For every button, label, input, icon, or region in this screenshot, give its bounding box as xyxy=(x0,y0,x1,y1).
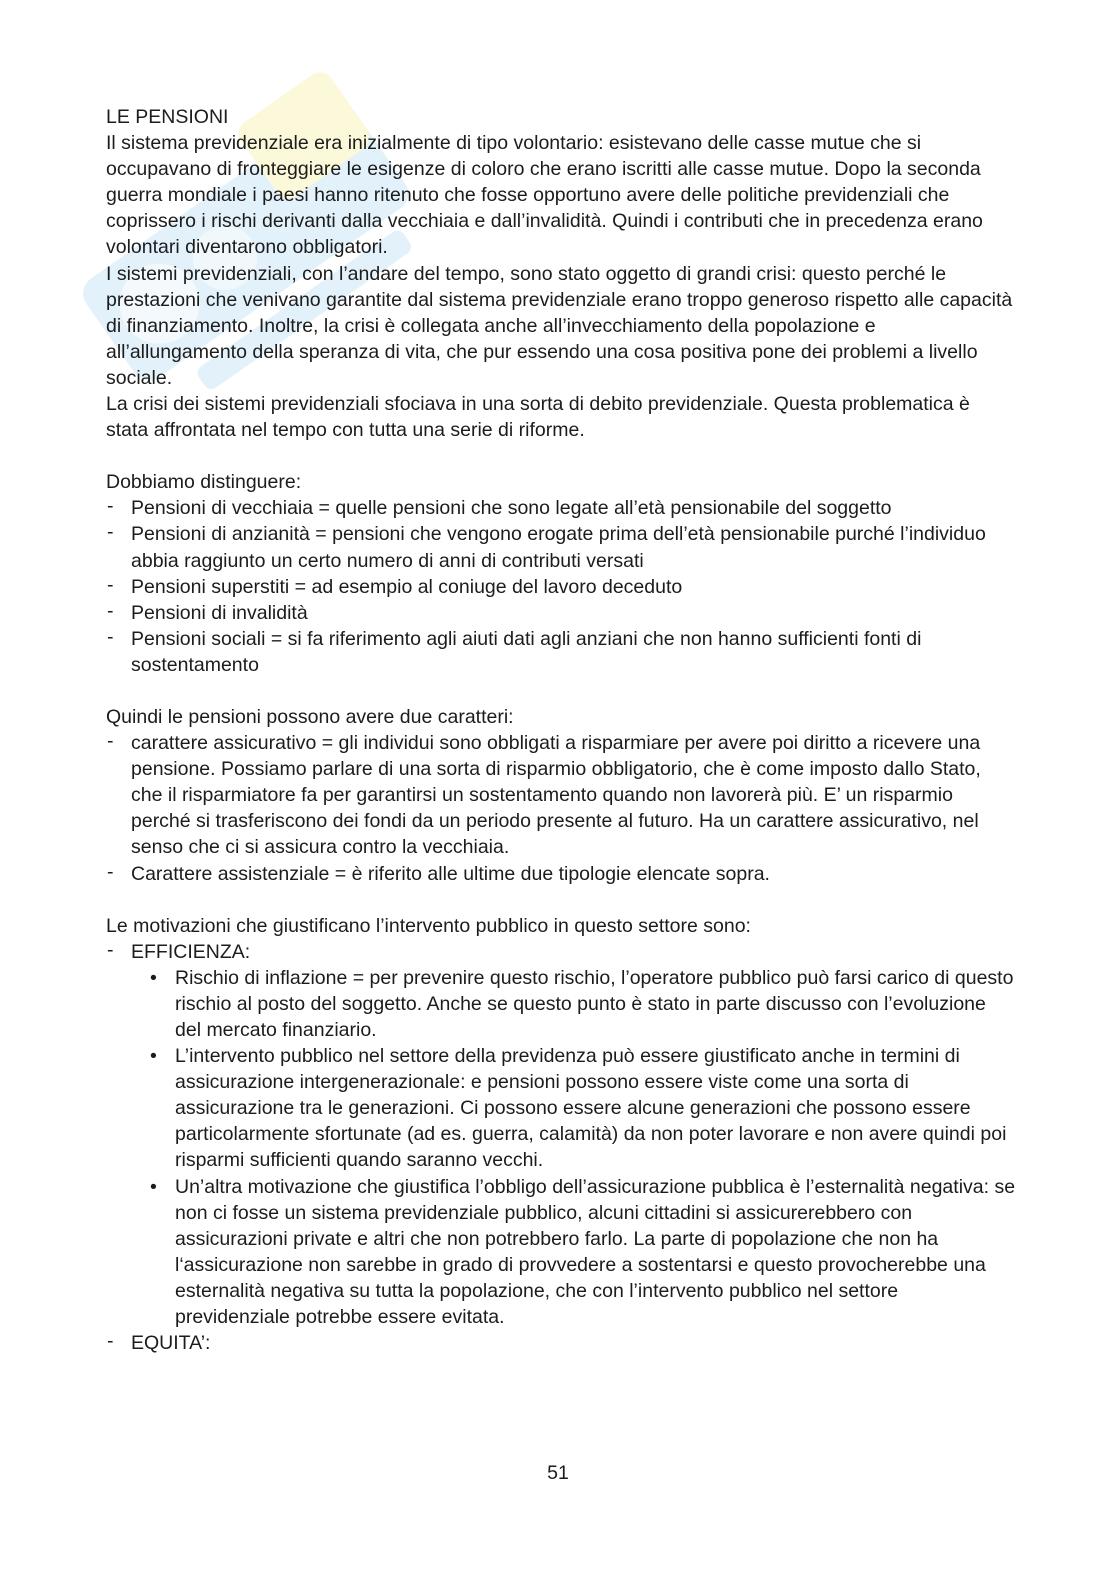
pension-types-list xyxy=(106,495,1016,678)
list-item: - Carattere assistenziale = è riferito alle ultime due tipologie elencate sopra. xyxy=(106,861,1016,887)
motivations-heading: Le motivazioni che giustificano l’intervento pubblico in questo settore sono: xyxy=(106,914,751,937)
list-item: • L’intervento pubblico nel settore della previdenza può essere giustificato anche in termini di assicurazione intergenerazionale: e pensioni possono essere viste come una sorta di assicurazione tra le generazioni. Ci possono essere alcune generazioni che possono essere particolarmente sfortunate (ad es. guerra, calamità) da non poter lavorare e non avere quindi poi risparmi sufficienti quando saranno vecchi. xyxy=(150,1043,1016,1173)
list-item: - Pensioni di anzianità = pensioni che vengono erogate prima dell’età pensionabile purché l’individuo abbia raggiunto un certo numero di anni di contributi versati xyxy=(106,521,1016,573)
equity-label: EQUITA’: xyxy=(131,1332,211,1355)
equity-list xyxy=(106,1330,1016,1356)
list-item: - Pensioni sociali = si fa riferimento agli aiuti dati agli anziani che non hanno sufficienti fonti di sostentamento xyxy=(106,626,1016,678)
list-item: - carattere assicurativo = gli individui sono obbligati a risparmiare per avere poi diritto a ricevere una pensione. Possiamo parlare di una sorta di risparmio obbligatorio, che è come imposto dallo Stato, che il risparmiatore fa per garantirsi un sostentamento quando non lavorerà più. E’ un risparmio perché si trasferiscono dei fondi da un periodo presente al futuro. Ha un carattere assicurativo, nel senso che ci si assicura contro la vecchiaia. xyxy=(106,730,1016,860)
intro-paragraph: I sistemi previdenziali, con l’andare del tempo, sono stato oggetto di grandi crisi: questo perché le prestazioni che venivano garantite dal sistema previdenziale erano troppo generoso rispetto alle capacità di finanziamento. Inoltre, la crisi è collegata anche all’invecchiamento della popolazione e all’allungamento della speranza di vita, che pur essendo una cosa positiva pone dei problemi a livello sociale. xyxy=(106,262,1013,389)
list-item: • Rischio di inflazione = per prevenire questo rischio, l’operatore pubblico può farsi carico di questo rischio al posto del soggetto. Anche se questo punto è stato in parte discusso con l’evoluzione del mercato finanziario. xyxy=(150,965,1016,1043)
motivations-list xyxy=(106,939,1016,965)
efficiency-points-list xyxy=(106,965,1016,1330)
list-item: - Pensioni superstiti = ad esempio al coniuge del lavoro deceduto xyxy=(106,574,1016,600)
list-item: - Pensioni di vecchiaia = quelle pensioni che sono legate all’età pensionabile del soggetto xyxy=(106,495,1016,521)
page-title: LE PENSIONI xyxy=(106,106,229,128)
list-item: • Un’altra motivazione che giustifica l’obbligo dell’assicurazione pubblica è l’esternalità negativa: se non ci fosse un sistema previdenziale pubblico, alcuni cittadini si assicurerebbero con assicurazioni private e altri che non potrebbero farlo. La parte di popolazione che non ha l‘assicurazione non sarebbe in grado di provvedere a sostentarsi e questo provocherebbe una esternalità negativa su tutta la popolazione, che con l’intervento pubblico nel settore previdenziale potrebbe essere evitata. xyxy=(150,1174,1016,1331)
intro-paragraph: Il sistema previdenziale era inizialmente di tipo volontario: esistevano delle casse mutue che si occupavano di fronteggiare le esigenze di coloro che erano iscritti alle casse mutue. Dopo la seconda guerra mondiale i paesi hanno ritenuto che fosse opportuno avere delle politiche previdenziali che coprissero i rischi derivanti dalla vecchiaia e dall’invalidità. Quindi i contributi che in precedenza erano volontari diventarono obbligatori. xyxy=(106,132,983,259)
spacer xyxy=(106,887,1016,913)
page-number: 51 xyxy=(547,1462,569,1484)
spacer xyxy=(106,443,1016,469)
equity-item xyxy=(106,1330,1016,1356)
efficiency-item xyxy=(106,939,1016,965)
document-body xyxy=(106,104,1016,1356)
spacer xyxy=(106,678,1016,704)
list-item: - Pensioni di invalidità xyxy=(106,600,1016,626)
distinguish-heading: Dobbiamo distinguere: xyxy=(106,471,302,494)
characters-heading: Quindi le pensioni possono avere due caratteri: xyxy=(106,705,514,728)
efficiency-label: EFFICIENZA: xyxy=(131,940,251,963)
intro-paragraph: La crisi dei sistemi previdenziali sfociava in una sorta di debito previdenziale. Questa problematica è stata affrontata nel tempo con tutta una serie di riforme. xyxy=(106,393,970,442)
characters-list xyxy=(106,730,1016,887)
